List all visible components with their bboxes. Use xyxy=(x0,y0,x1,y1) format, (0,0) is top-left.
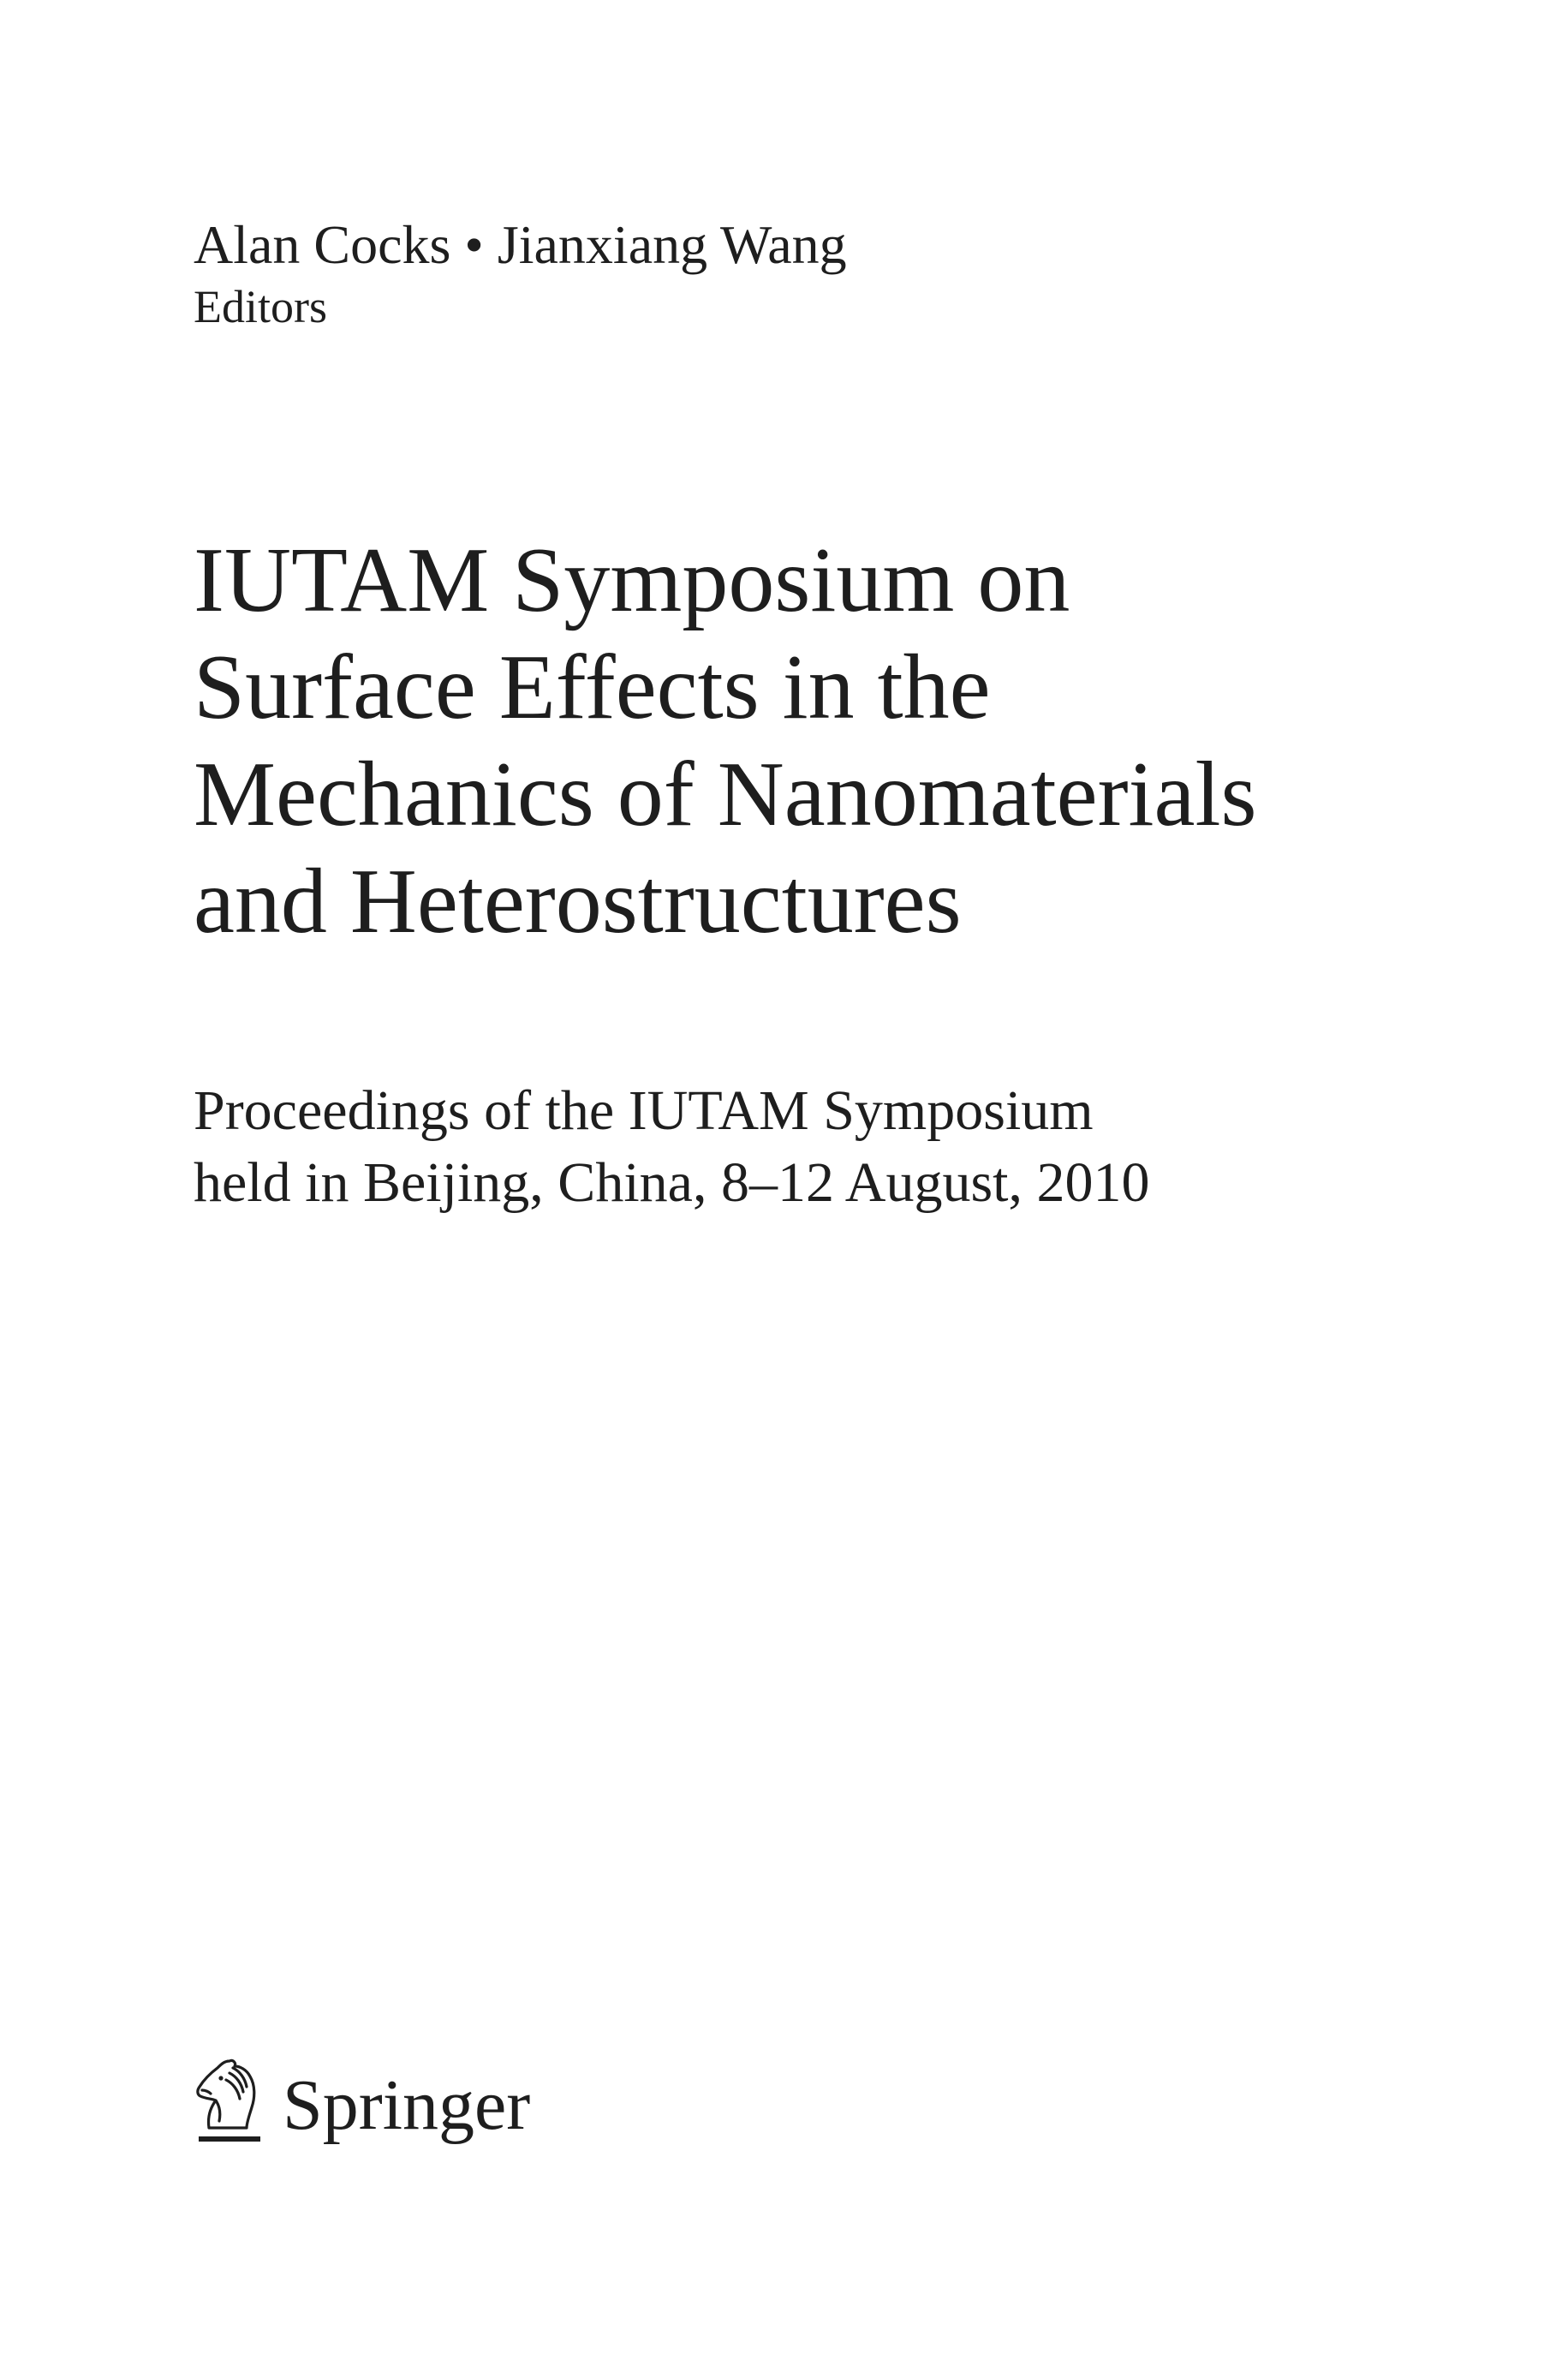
editors-label: Editors xyxy=(194,281,327,332)
publisher-name: Springer xyxy=(283,2065,531,2145)
publisher-imprint xyxy=(190,2054,530,2157)
title-line: IUTAM Symposium on xyxy=(194,529,1070,631)
title-line: Surface Effects in the xyxy=(194,636,991,738)
book-title xyxy=(194,527,1257,955)
editor-name: Jianxiang Wang xyxy=(497,214,847,275)
springer-horse-head-icon xyxy=(190,2056,269,2155)
title-line: Mechanics of Nanomaterials xyxy=(194,744,1257,845)
editor-separator: • xyxy=(464,214,484,275)
subtitle-line: held in Beijing, China, 8–12 August, 2010 xyxy=(194,1151,1150,1214)
subtitle-line: Proceedings of the IUTAM Symposium xyxy=(194,1079,1094,1142)
editor-name: Alan Cocks xyxy=(194,214,451,275)
editor-names xyxy=(194,212,847,278)
title-line: and Heterostructures xyxy=(194,851,962,953)
editors-block xyxy=(194,212,847,334)
book-subtitle xyxy=(194,1075,1150,1219)
